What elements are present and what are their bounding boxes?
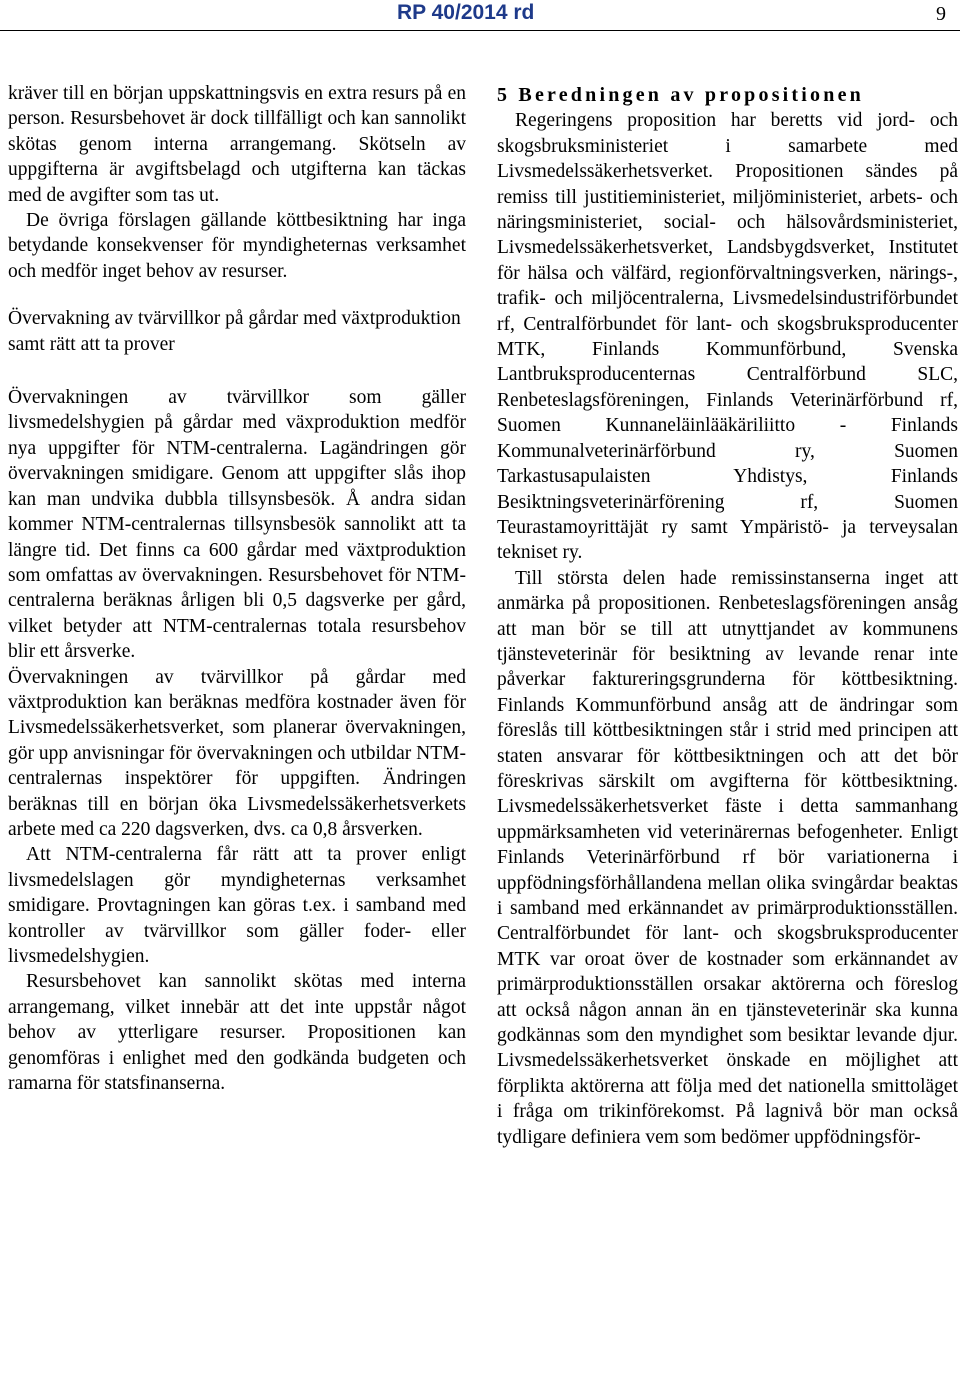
paragraph-sampling-rights: Att NTM-centralerna får rätt att ta prover enligt livsmedelslagen gör myndigheternas verksamhet smidigare. Provtagningen kan göras t.ex. i samband med kontroller av tvärvillkor som gäller foder- eller livsmedelshygien. xyxy=(8,844,466,967)
paragraph-meat-inspection: De övriga förslagen gällande köttbesiktning har inga betydande konsekvenser för myndigheternas verksamhet och medför inget behov av resurser. xyxy=(8,210,466,282)
paragraph-preparation: Regeringens proposition har beretts vid jord- och skogsbruksministeriet i samarbete med Livsmedelssäkerhetsverket. Propositionen sändes på remiss till justitieministeriet, miljöministeriet, arbets- och näringsministeriet, social- och hälsovårdsministeriet, Livsmedelssäkerhetsverket, Landsbygdsverket, Institutet för hälsa och välfärd, regionförvaltningsverken, närings-, trafik- och miljöcentralerna, Livsmedelsindustriförbundet rf, Centralförbundet för lant- och skogsbruksproducenter MTK, Finlands Kommunförbund, Svenska Lantbruksproducenternas Centralförbund SLC, Renbeteslagsföreningen, Finlands Veterinärförbund rf, Suomen Kunnaneläinlääkäriliitto - Finlands Kommunalveterinärförbund ry, Suomen Tarkastusapulaisten Yhdistys, Finlands Besiktningsveterinärförening rf, Suomen Teurastamoyrittäjät ry samt Ympäristö- ja terveysalan tekniset ry. xyxy=(497,110,958,564)
section-title: 5 Beredningen av propositionen xyxy=(497,84,864,106)
right-column xyxy=(497,83,958,1150)
document-id: RP 40/2014 rd xyxy=(397,1,535,24)
page-number: 9 xyxy=(936,3,946,25)
left-column xyxy=(8,81,466,1096)
paragraph-budget: Resursbehovet kan sannolikt skötas med interna arrangemang, vilket innebär att det inte uppstår något behov av ytterligare resurser. Propositionen kan genomföras i enlighet med den godkända budgeten och ramarna för statsfinanserna. xyxy=(8,971,466,1095)
page-header xyxy=(0,0,960,31)
paragraph-consultation-responses: Till största delen hade remissinstanserna inget att anmärka på propositionen. Renbeteslagsföreningen ansåg att man bör se till att utnyttjandet av kommunens tjänsteveterinär för besiktning av levande renar inte påverkar faktureringsgrunderna för köttbesiktning. Finlands Kommunförbund ansåg att de ändringar som föreslås till köttbesiktningen står i strid med principen att staten ansvarar för köttbesiktningen och att det bör föreskrivas särskilt om avgifterna för köttbesiktning. Livsmedelssäkerhetsverket fäste i detta sammanhang uppmärksamheten vid veterinärernas befogenheter. Enligt Finlands Veterinärförbund rf bör variationerna i uppfödningsförhållandena mellan olika svingårdar beaktas i samband med erkännandet av primärproduktionsställen. Centralförbundet för lant- och skogsbruksproducenter MTK var oroat över de kostnader som erkännandet av primärproduktionsställen orsakar aktörerna och föreslog att också någon annan än en tjänsteveterinär ska kunna godkännas som den myndighet som besiktar levande djur. Livsmedelssäkerhetsverket önskade en möjlighet att förplikta aktörerna att följa med det nationella smittoläget i fråga om trikinförekomst. På lagnivå bör man också tydligare definiera vem som bedömer uppfödningsför- xyxy=(497,567,958,1148)
subheading-cross-compliance: Övervakning av tvärvillkor på gårdar med växtproduktion samt rätt att ta prover xyxy=(8,308,461,355)
paragraph-resource-need: kräver till en början uppskattningsvis en extra resurs på en person. Resursbehovet är dock tillfälligt och kan sannolikt skötas genom interna arrangemang. Skötseln av uppgifterna är avgiftsbelagd och utgifterna kan täckas med de avgifter som tas ut. xyxy=(8,83,466,206)
paragraph-food-authority-costs: Övervakningen av tvärvillkor på gårdar med växtproduktion kan beräknas medföra kostnader även för Livsmedelssäkerhetsverket, som planerar övervakningen, gör upp anvisningar för övervakningen och utbildar NTM-centralernas inspektörer för uppgiften. Ändringen beräknas till en början öka Livsmedelssäkerhetsverkets arbete med ca 220 dagsverken, dvs. ca 0,8 årsverken. xyxy=(8,666,466,840)
paragraph-cross-compliance-monitoring: Övervakningen av tvärvillkor som gäller livsmedelshygien på gårdar med växproduktion medför nya uppgifter för NTM-centralerna. Lagändringen gör övervakningen smidigare. Genom att uppgifter slås ihop kan man undvika dubbla tillsynsbesök. Å andra sidan kommer NTM-centralernas tillsynsbesök sannolikt att ta längre tid. Det finns ca 600 gårdar med växtproduktion som omfattas av övervakningen. Resursbehovet för NTM-centralerna beräknas årligen bli 0,5 dagsverke per gård, vilket betyder att NTM-centralernas totala resursbehov blir ett årsverke. xyxy=(8,387,466,663)
